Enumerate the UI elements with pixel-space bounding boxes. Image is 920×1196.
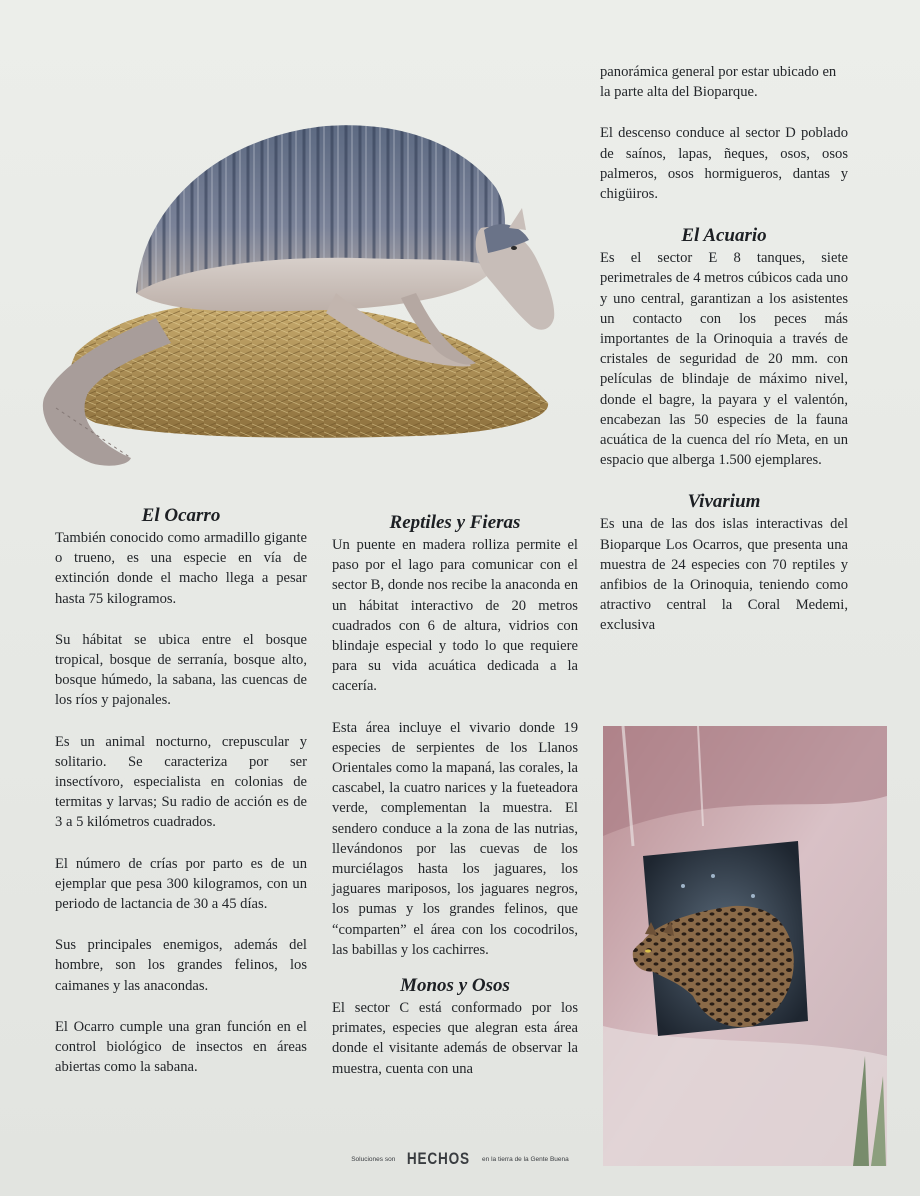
ocarro-paragraph: Sus principales enemigos, además del hombre, son los grandes felinos, los caimanes y las anacondas. [55,937,307,994]
reptiles-paragraph: Un puente en madera rolliza permite el paso por el lago para comunicar con el sector B, donde nos recibe la anaconda en un hábitat interactivo de 20 metros cuadrados con 6 de altura, vidrios con blindaje especial y todo lo que requiere para su vida acuática dedicada a la cacería. [332,537,578,695]
footer-suffix: en la tierra de la Gente Buena [482,1155,569,1163]
ocarro-paragraph: El Ocarro cumple una gran función en el control biológico de insectos en áreas abiertas como la sabana. [55,1018,307,1076]
ocarro-section [55,504,307,1077]
reptiles-heading: Reptiles y Fieras [389,512,521,533]
reptiles-paragraph: Esta área incluye el vivario donde 19 especies de serpientes de los Llanos Orientales como la mapaná, las corales, la cascabel, la cuatro narices y la fueteadora verde, complementan la muestra. El sendero conduce a la zona de las nutrias, llevándonos por las cuevas de los murciélagos hasta los jaguares, los jaguares mariposos, los jaguares negros, los pumas y los grandes felinos, que “comparten” el área con los cocodrilos, las babillas y los cachirres. [332,719,578,958]
ocarro-paragraph: Es un animal nocturno, crepuscular y solitario. Se caracteriza por ser insectívoro, especialista en colonias de termitas y larvas; Su radio de acción es de 3 a 5 kilómetros cuadrados. [55,733,307,831]
ocarro-paragraph: También conocido como armadillo gigante o trueno, es una especie en vía de extinción donde el macho llega a pesar hasta 75 kilogramos. [55,530,307,607]
ocelot-photo [603,726,887,1166]
right-section [600,62,848,636]
footer [340,1148,580,1170]
reptiles-section [332,511,578,1079]
acuario-heading: El Acuario [681,225,767,247]
vivarium-paragraph: Es una de las dos islas interactivas del Bioparque Los Ocarros, que presenta una muestra de 24 especies con 70 reptiles y anfibios de la Orinoquia, teniendo como atractivo central la Coral Medemi, exclusiva [600,516,848,634]
footer-prefix: Soluciones son [351,1155,396,1163]
panoramica-paragraph: panorámica general por estar ubicado en la parte alta del Bioparque. [600,64,837,101]
monos-heading: Monos y Osos [400,975,510,997]
monos-paragraph: El sector C está conformado por los primates, especies que alegran esta área donde el visitante además de observar la muestra, cuenta con una [332,1000,578,1077]
ocarro-paragraph: El número de crías por parto es de un ejemplar que pesa 300 kilogramos, con un periodo de lactancia de 30 a 45 días. [55,855,307,913]
vivarium-heading: Vivarium [687,491,761,513]
giant-armadillo-illustration [36,118,556,473]
sector-d-paragraph: El descenso conduce al sector D poblado de saínos, lapas, ñeques, osos, osos palmeros, osos hormigueros, dantas y chigüiros. [600,125,848,203]
ocarro-heading: El Ocarro [141,505,221,526]
footer-brand: HECHOS [407,1149,471,1168]
acuario-paragraph: Es el sector E 8 tanques, siete perimetrales de 4 metros cúbicos cada uno y uno central, garantizan a los asistentes un contacto con los peces más importantes de la Orinoquia a través de cristales de seguridad de 20 mm. con películas de blindaje de máximo nivel, donde el bagre, la payara y el valentón, encabezan las 50 especies de la fauna acuática de la cuenca del río Meta, en un espacio que alberga 1.500 ejemplares. [600,250,849,469]
ocarro-paragraph: Su hábitat se ubica entre el bosque tropical, bosque de serranía, bosque alto, bosque húmedo, la sabana, las cuencas de los ríos y pajonales. [55,631,307,709]
